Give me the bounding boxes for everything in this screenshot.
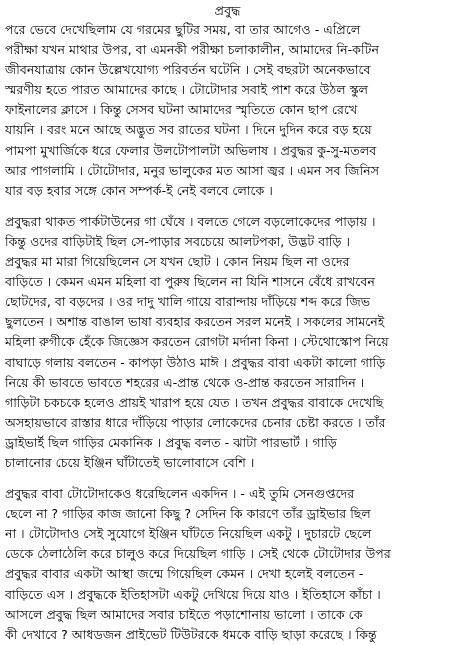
document-title: প্রবুদ্ধ <box>214 3 241 18</box>
text-line: যার বড় হবার সঙ্গে কোন সম্পর্ক-ই নেই বলবে লোকে । <box>5 182 273 198</box>
text-line: কী দেখাবে ? আধডজন প্রাইভেট টিউটরকে ধমকে বাড়ি ছাড়া করেছে । কিন্তু <box>5 626 377 642</box>
text-line: পরীক্ষা যখন মাথার উপর, বা এমনকী পরীক্ষা চলাকালীন, আমাদের নি-কটিন <box>5 42 379 58</box>
text-line: পামপা মুখার্জিকে ধরে ফেলার উলটোপালটা অভিলাষ । প্রবুদ্ধর কু-সু-মতলব <box>5 142 377 158</box>
text-line: চালানোর চেয়ে ইঞ্জিন ঘাঁটাতেই ভালোবাসে বেশি । <box>5 454 255 470</box>
text-line: জীবনযাত্রায় কোন উল্লেখযোগ্য পরিবর্তন ঘটেনি । সেই বছরটা অনেকভাবে <box>5 62 371 78</box>
text-line: প্রবুদ্ধর বাবা টোটোদাকেও ধরেছিলেন একদিন । - এই তুমি সেনগুপ্তদের <box>5 486 355 502</box>
paragraph-1 <box>5 20 450 201</box>
text-line: বাড়িতে । কেমন এমন মহিলা বা পুরুষ ছিলেন না যিনি শাসনে বেঁধে রাখবেন <box>5 274 375 290</box>
text-line: ফাইনালের ক্লাসে । কিন্তু সেসব ঘটনা আমাদের স্মৃতিতে কোন ছাপ রেখে <box>5 102 358 118</box>
text-line: প্রবুদ্ধর বাবার একটা আস্থা জন্মে গিয়েছিল কেমন । দেখা হলেই বলতেন - <box>5 566 364 582</box>
text-line: না । টোটোদাও সেই সুযোগে ইঞ্জিন ঘাঁটতে নিয়েছিল একটু । দুচারটে ছেলে <box>5 526 372 542</box>
text-line: ডেকে ঠেলাঠেলি করে চালুও করে দিয়েছিল গাড়ি । সেই থেকে টোটোদার উপর <box>5 546 391 562</box>
text-line: পরে ভেবে দেখেছিলাম যে গরমের ছুটির সময়, বা তার আগেও - এপ্রিলে <box>5 22 361 37</box>
text-line: প্রবুদ্ধর মা মারা গিয়েছিলেন সে যখন ছোট । কোন নিয়ম ছিল না ওদের <box>5 254 350 270</box>
text-line: প্রবুদ্ধরা থাকত পার্কটাউনের গা ঘেঁষে । বলতে গেলে বড়লোকেদের পাড়ায় । <box>5 213 376 229</box>
paragraph-2 <box>5 212 450 473</box>
text-line: যায়নি । বরং মনে আছে অদ্ভুত সব রাতের ঘটনা । দিনে দুদিন করে বড় হয়ে <box>5 122 372 138</box>
text-line: বাঘাড়ে গলায় বলতেন - কাপড়া উঠাও মাঈ । প্রবুদ্ধর বাবা একটা কালো গাড়ি <box>5 354 386 370</box>
paragraph-3 <box>5 484 450 645</box>
text-line: কিন্তু ওদের বাড়িটাই ছিল সে-পাড়ার সবচেয়ে আলটপকা, উদ্ভট বাড়ি । <box>5 233 350 249</box>
text-line: অসহায়ভাবে রাস্তার ধারে দাঁড়িয়ে পাড়ার লোকেদের চেনার চেষ্টা করতে । তাঁর <box>5 414 386 430</box>
text-line: নিয়ে কী ভাবতে ভাবতে শহরের এ-প্রান্ত থেকে ও-প্রান্ত করতেন সারাদিন । <box>5 374 365 390</box>
text-line: ছুলতেন । অশান্ত বাঙাল ভাষা ব্যবহার করতেন সরল মনেই । সকলের সামনেই <box>5 314 385 330</box>
text-line: আর পাগলামি । টোটোদার, মনুর ভালুকের মত আসা জ্বর । এমন সব জিনিস <box>5 162 380 178</box>
text-line: মহিলা রুগীকে হেঁকে জিজ্ঞেস করতেন রোগটা মর্দানা কিনা । স্টেথোস্কোপ নিয়ে <box>5 334 389 350</box>
text-line: স্মরণীয় হতে পারত আমাদের কাছে । টোটোদার সবাই পাশ করে উঠল স্কুল <box>5 82 369 98</box>
text-line: ছোটদের, বা বড়দের । ওর দাদু খালি গায়ে বারান্দায় দাঁড়িয়ে শব্দ করে জিভ <box>5 294 371 310</box>
text-line: ছেলে না ? গাড়ির কাজ জানো কিছু ? সেদিন কি কারণে তাঁর ড্রাইভার ছিল <box>5 506 371 522</box>
text-line: বাড়িতে এস । প্রবুদ্ধকে ইতিহাসটা একটু দেখিয়ে দিয়ে যাও । ইতিহাসে কাঁচা । <box>5 586 381 602</box>
text-line: আসলে প্রবুদ্ধ ছিল আমাদের সবার চাইতে পড়াশোনায় ভালো । তাকে কে <box>5 606 363 622</box>
text-line: ড্রাইভার্ই ছিল গাড়ির মেকানিক । প্রবুদ্ধ বলত - ঝাটা পারভার্ট । গাড়ি <box>5 434 337 450</box>
text-line: গাড়িটা চকচকে হলেও প্রায়ই খারাপ হয়ে যেত । তখন প্রবুদ্ধর বাবাকে দেখেছি <box>5 394 384 410</box>
